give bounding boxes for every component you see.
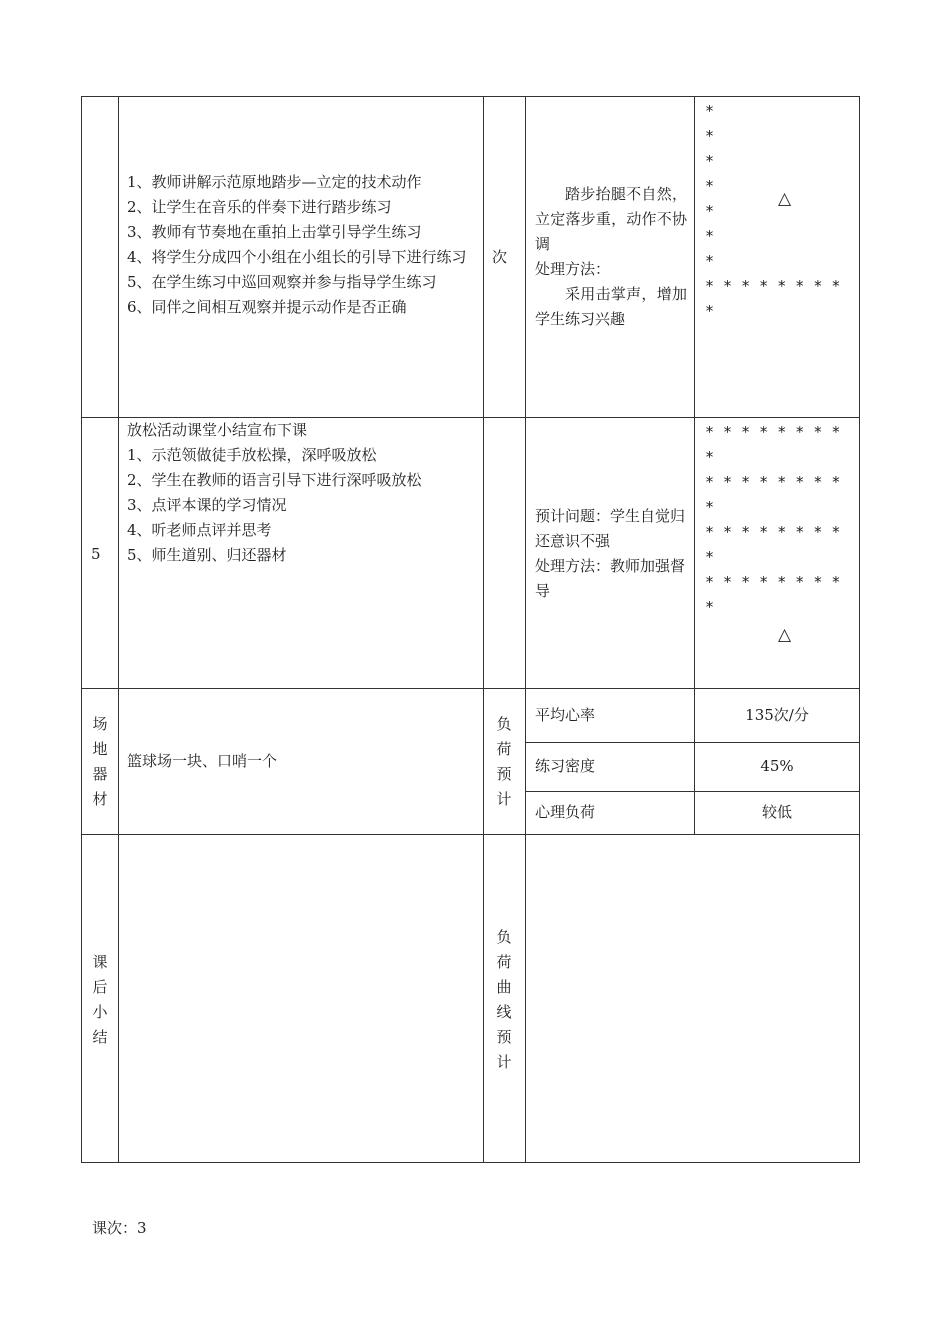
heart-rate-label: 平均心率 (535, 706, 596, 724)
after-class-summary-label: 课 后 小 结 (92, 953, 108, 1046)
row-divider-2 (81, 688, 860, 689)
table-border-right (859, 96, 860, 1163)
lesson-number: 课次：3 (92, 1219, 147, 1237)
table-border-top (81, 96, 860, 97)
col-divider-3 (525, 96, 526, 1163)
col-divider-2 (483, 96, 484, 1163)
load-estimate-label: 负 荷 预 计 (496, 715, 512, 808)
teacher-triangle-icon: △ (778, 189, 792, 209)
row-divider-3 (81, 834, 860, 835)
venue-content: 篮球场一块、口哨一个 (127, 752, 278, 770)
table-border-bottom (81, 1162, 860, 1163)
row2-method: 处理方法：教师加强督导 (535, 557, 686, 600)
row1-formation: * * * * * * * * * * * * * * * * (705, 102, 841, 320)
col-divider-1 (118, 96, 119, 1163)
venue-label: 场 地 器 材 (92, 715, 108, 808)
row1-problem: 踏步抬腿不自然，立定落步重，动作不协调 (535, 185, 687, 253)
row1-content: 1、教师讲解示范原地踏步—立定的技术动作 2、让学生在音乐的伴奏下进行踏步练习 3、教师有节奏地在重拍上击掌引导学生练习 4、将学生分成四个小组在小组长的引导下进行练习 5、在学生练习中巡回观察并参与指导学生练习 6、同伴之间相互观察并提示动作是否正确 (127, 173, 467, 316)
row1-method-label: 处理方法： (535, 260, 611, 278)
density-value: 45% (760, 757, 794, 775)
row2-content: 放松活动课堂小结宣布下课 1、示范领做徒手放松操，深呼吸放松 2、学生在教师的语言引导下进行深呼吸放松 3、点评本课的学习情况 4、听老师点评并思考 5、师生道别、归还器材 (127, 421, 422, 564)
heart-rate-value: 135次/分 (745, 706, 809, 724)
load-curve-label: 负 荷 曲 线 预 计 (496, 928, 512, 1071)
load-subrow-divider-2 (525, 791, 860, 792)
row2-problem: 预计问题：学生自觉归还意识不强 (535, 507, 686, 550)
teacher-triangle-icon: △ (778, 625, 792, 645)
mental-load-label: 心理负荷 (535, 803, 596, 821)
mental-load-value: 较低 (761, 803, 792, 821)
row2-formation: * * * * * * * * * * * * * * * * * * * * * * * * * * * * * * * * * * * * (705, 423, 841, 616)
row2-number: 5 (91, 545, 101, 563)
density-label: 练习密度 (535, 757, 596, 775)
load-subrow-divider-1 (525, 742, 860, 743)
row1-times: 次 (492, 248, 508, 266)
row1-method: 采用击掌声，增加学生练习兴趣 (535, 285, 687, 328)
